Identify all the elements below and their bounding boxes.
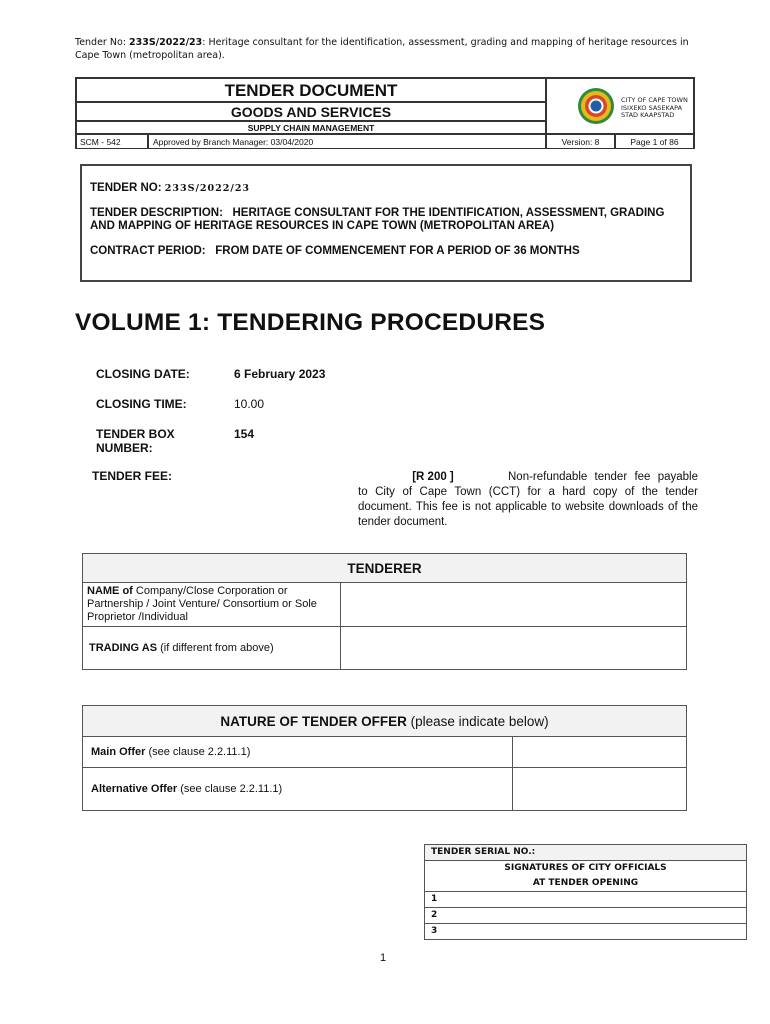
nature-of-offer-table xyxy=(82,705,687,811)
document-code: SCM - 542 xyxy=(76,134,148,149)
alternative-offer-field[interactable] xyxy=(513,768,687,811)
signature-row[interactable]: 1 xyxy=(425,892,747,908)
tender-fee-label: TENDER FEE: xyxy=(92,469,173,483)
document-version: Version: 8 xyxy=(546,134,615,149)
nature-of-offer-heading: NATURE OF TENDER OFFER (please indicate below) xyxy=(83,706,687,737)
contract-period: FROM DATE OF COMMENCEMENT FOR A PERIOD OF 36 MONTHS xyxy=(215,245,580,257)
document-title: TENDER DOCUMENT xyxy=(76,78,546,102)
alternative-offer-label: Alternative Offer (see clause 2.2.11.1) xyxy=(83,768,513,811)
tender-serial-label: TENDER SERIAL NO.: xyxy=(425,845,747,861)
tender-fee-description: Non-refundable tender fee payable to City of Cape Town (CCT) for a hard copy of the tender document. This fee is not applicable to website downloads of the tender document. xyxy=(358,471,698,528)
main-offer-field[interactable] xyxy=(513,737,687,768)
tender-serial-table xyxy=(424,844,747,940)
tenderer-heading: TENDERER xyxy=(83,554,687,583)
trading-as-field[interactable] xyxy=(341,627,687,670)
closing-time-value: 10.00 xyxy=(234,397,265,411)
main-offer-label: Main Offer (see clause 2.2.11.1) xyxy=(83,737,513,768)
document-approval: Approved by Branch Manager: 03/04/2020 xyxy=(148,134,546,149)
tender-box-label: TENDER BOX NUMBER: xyxy=(96,427,175,455)
closing-time-label: CLOSING TIME: xyxy=(96,397,187,411)
signature-row[interactable]: 2 xyxy=(425,908,747,924)
header-note-prefix: Tender No: xyxy=(75,37,129,48)
contract-period-line: CONTRACT PERIOD: FROM DATE OF COMMENCEMENT FOR A PERIOD OF 36 MONTHS xyxy=(90,245,580,257)
closing-date-value: 6 February 2023 xyxy=(234,367,326,381)
city-logo-text: CITY OF CAPE TOWN ISIXEKO SASEKAPA STAD KAAPSTAD xyxy=(621,96,688,119)
tenderer-name-field[interactable] xyxy=(341,583,687,627)
tender-number-line: TENDER NO: 233S/2022/23 xyxy=(90,182,251,194)
trading-as-label: TRADING AS (if different from above) xyxy=(83,627,341,670)
document-subtitle: GOODS AND SERVICES xyxy=(76,102,546,121)
tender-description: HERITAGE CONSULTANT FOR THE IDENTIFICATION, ASSESSMENT, GRADING AND MAPPING OF HERITAGE RESOURCES IN CAPE TOWN (METROPOLITAN AREA) xyxy=(90,207,665,232)
document-department: SUPPLY CHAIN MANAGEMENT xyxy=(76,121,546,134)
tender-fee-text xyxy=(358,470,698,530)
tender-fee-amount: [R 200 ] xyxy=(412,471,454,483)
signature-row[interactable]: 3 xyxy=(425,924,747,940)
tender-number: 233S/2022/23 xyxy=(164,183,251,194)
signatures-heading: SIGNATURES OF CITY OFFICIALS AT TENDER OPENING xyxy=(425,861,747,892)
page-number: 1 xyxy=(380,952,387,964)
header-note-text: : Heritage consultant for the identification, assessment, grading and mapping of heritage resources in Cape Town (metropolitan area). xyxy=(75,37,689,61)
document-header-table xyxy=(75,77,695,149)
tenderer-table xyxy=(82,553,687,670)
tender-box-value: 154 xyxy=(234,427,255,441)
header-note xyxy=(75,36,715,62)
document-page-count: Page 1 of 86 xyxy=(615,134,694,149)
closing-date-label: CLOSING DATE: xyxy=(96,367,190,381)
tender-description-line: TENDER DESCRIPTION: HERITAGE CONSULTANT FOR THE IDENTIFICATION, ASSESSMENT, GRADING AND MAPPING OF HERITAGE RESOURCES IN CAPE TOWN (METROPOLITAN AREA) xyxy=(90,207,665,232)
city-emblem-icon xyxy=(577,87,615,125)
tenderer-name-label: NAME of Company/Close Corporation or Partnership / Joint Venture/ Consortium or Sole Proprietor /Individual xyxy=(83,583,341,627)
header-note-number: 233S/2022/23 xyxy=(129,37,203,48)
tender-info-box xyxy=(80,164,692,282)
volume-title: VOLUME 1: TENDERING PROCEDURES xyxy=(75,309,546,336)
city-logo xyxy=(546,78,694,134)
